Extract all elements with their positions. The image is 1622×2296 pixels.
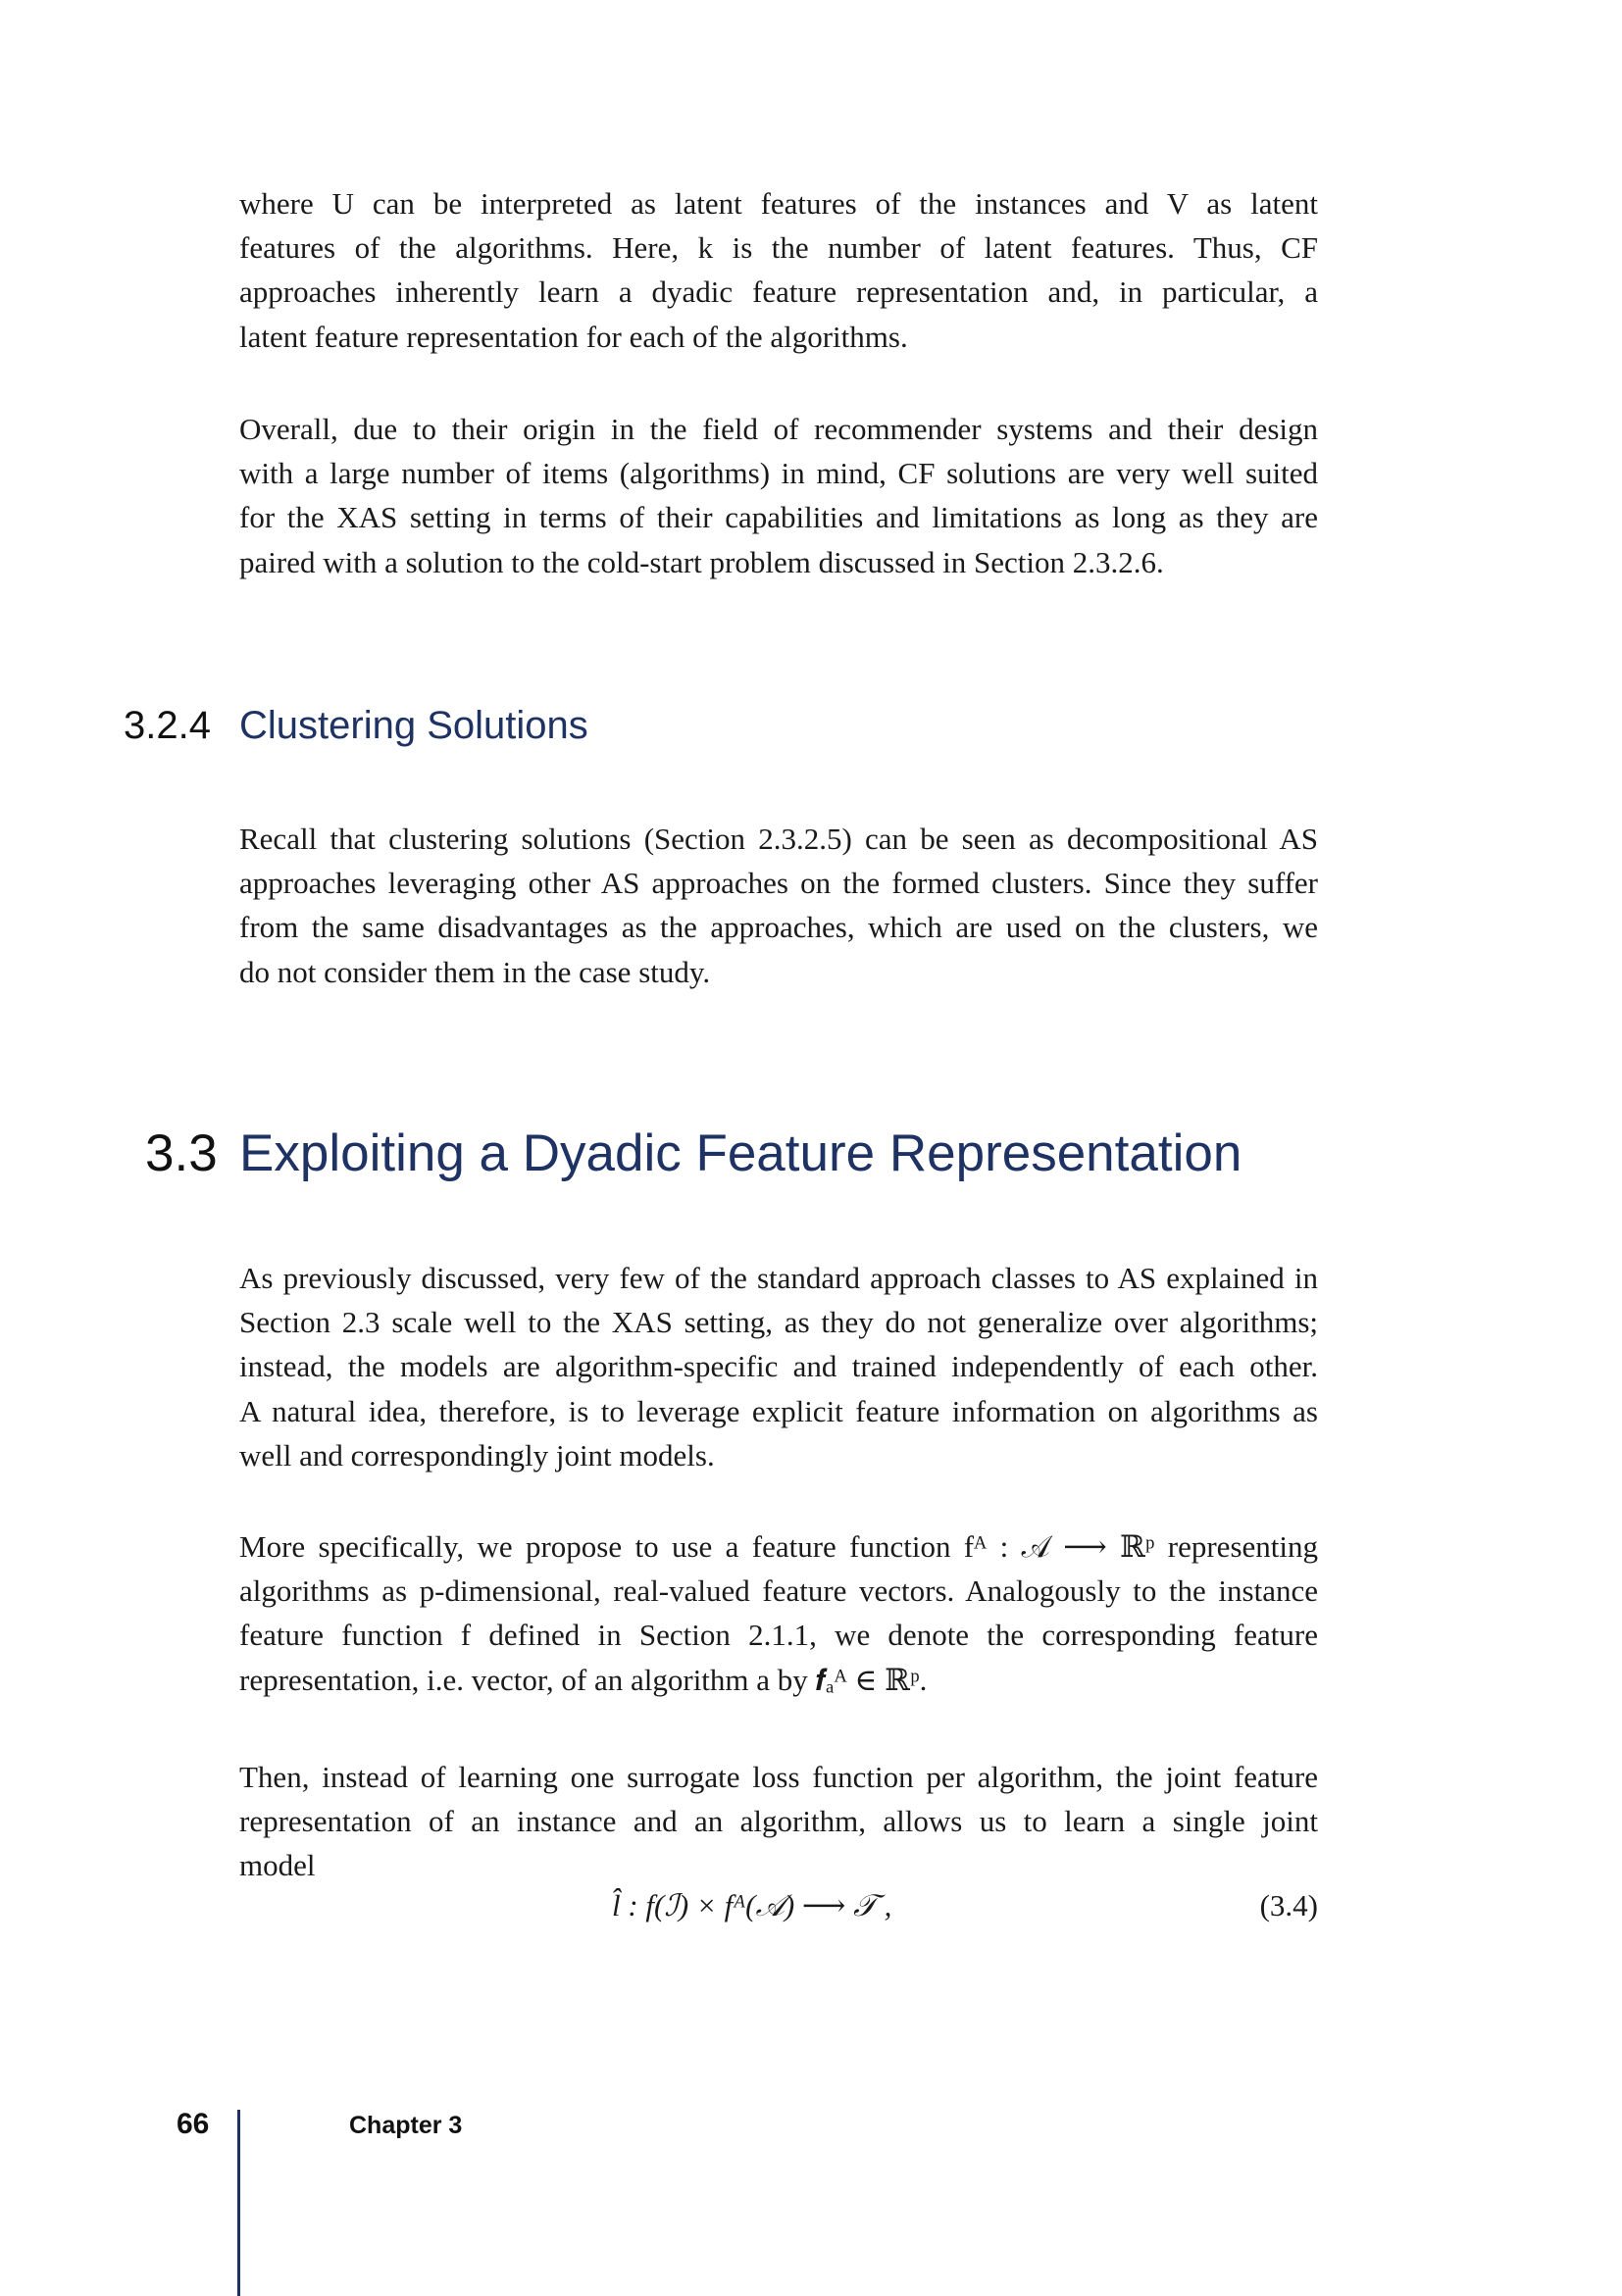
text-line: representation, i.e. vector, of an algorithm a by 𝒇ₐᴬ ∈ ℝᵖ.	[239, 1662, 928, 1697]
text-line: model	[239, 1848, 316, 1883]
text-line: where U can be interpreted as latent features of the instances and V as latent	[239, 186, 1318, 221]
text-line: A natural idea, therefore, is to leverage explicit feature information on algorithms as	[239, 1393, 1318, 1428]
text-line: algorithms as p-dimensional, real-valued feature vectors. Analogously to the instance	[239, 1573, 1318, 1609]
equation-3-4	[239, 1888, 1318, 1933]
footer-divider	[237, 2110, 240, 2296]
running-footer-chapter: Chapter 3	[349, 2112, 463, 2139]
paragraph-joint-model	[239, 1755, 1318, 1888]
page-number: 66	[177, 2108, 210, 2140]
text-line: with a large number of items (algorithms) in mind, CF solutions are very well suited	[239, 456, 1318, 491]
paragraph-feature-function	[239, 1524, 1318, 1702]
text-line: approaches inherently learn a dyadic feature representation and, in particular, a	[239, 275, 1318, 310]
text-line: instead, the models are algorithm-specific and trained independently of each other.	[239, 1349, 1318, 1384]
text-line: well and correspondingly joint models.	[239, 1437, 715, 1472]
text-line: Overall, due to their origin in the field of recommender systems and their design	[239, 412, 1318, 446]
section-title: Exploiting a Dyadic Feature Representation	[239, 1124, 1242, 1182]
text-line: Recall that clustering solutions (Section 2.3.2.5) can be seen as decompositional AS	[239, 822, 1318, 856]
section-number: 3.3	[145, 1124, 218, 1182]
text-line: paired with a solution to the cold-start problem discussed in Section 2.3.2.6.	[239, 544, 1164, 579]
text-line: As previously discussed, very few of the standard approach classes to AS explained in	[239, 1261, 1318, 1295]
equation-number: (3.4)	[1259, 1888, 1318, 1922]
paragraph-previously-discussed	[239, 1256, 1318, 1477]
paragraph-clustering	[239, 817, 1318, 994]
text-line: do not consider them in the case study.	[239, 954, 711, 989]
subsection-title: Clustering Solutions	[239, 704, 588, 747]
text-line: features of the algorithms. Here, k is the number of latent features. Thus, CF	[239, 230, 1318, 266]
text-line: More specifically, we propose to use a feature function fᴬ : 𝒜 ⟶ ℝᵖ representing	[239, 1529, 1318, 1564]
text-line: for the XAS setting in terms of their capabilities and limitations as long as they are	[239, 500, 1318, 535]
paragraph-latent-features	[239, 181, 1318, 359]
text-line: representation of an instance and an algorithm, allows us to learn a single joint	[239, 1804, 1318, 1839]
text-line: latent feature representation for each of the algorithms.	[239, 319, 908, 354]
text-line: Then, instead of learning one surrogate loss function per algorithm, the joint feature	[239, 1760, 1318, 1794]
text-line: approaches leveraging other AS approaches on the formed clusters. Since they suffer	[239, 866, 1318, 901]
text-line: feature function f defined in Section 2.1.1, we denote the corresponding feature	[239, 1618, 1318, 1653]
subsection-number: 3.2.4	[124, 704, 211, 747]
paragraph-cf-overall	[239, 407, 1318, 584]
text-line: from the same disadvantages as the approaches, which are used on the clusters, we	[239, 910, 1318, 945]
text-line: Section 2.3 scale well to the XAS setting, as they do not generalize over algorithms;	[239, 1305, 1318, 1340]
equation-body: l̂ : f(ℐ) × fᴬ(𝒜) ⟶ 𝒯 ,	[612, 1888, 892, 1922]
